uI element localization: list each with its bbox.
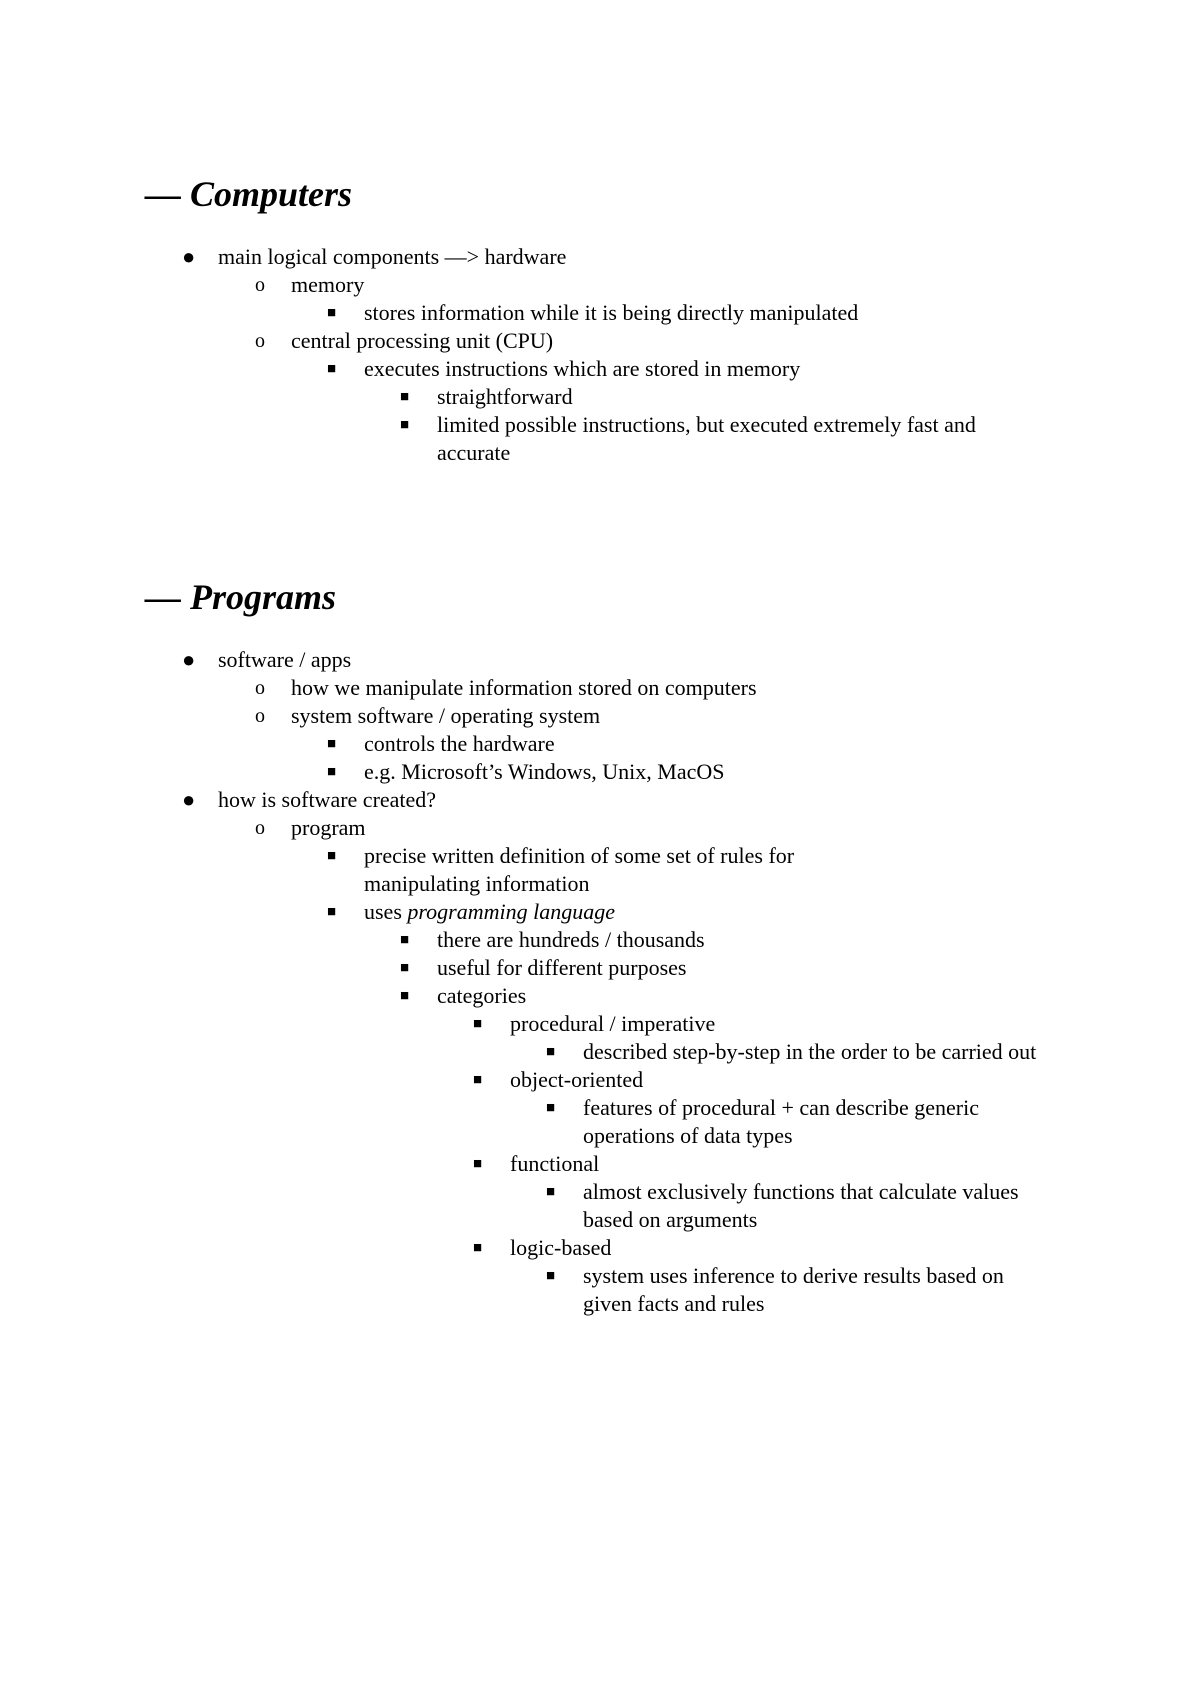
list-item <box>0 926 1200 954</box>
list-item <box>0 355 1200 383</box>
list-item-text <box>291 814 791 842</box>
section-programs <box>0 575 1200 1318</box>
list-item-text <box>218 786 718 814</box>
list-item-text <box>291 271 791 299</box>
list-item-plain-text: program <box>291 815 366 840</box>
heading-dash: — <box>145 577 181 617</box>
list-item <box>0 814 1200 842</box>
list-item-plain-text: useful for different purposes <box>437 955 687 980</box>
list-item-text <box>364 758 864 786</box>
list-item-plain-text: e.g. Microsoft’s Windows, Unix, MacOS <box>364 759 725 784</box>
list-item <box>0 1234 1200 1262</box>
list-item <box>0 1038 1200 1066</box>
list-item <box>0 411 1200 467</box>
list-item-text <box>437 954 1037 982</box>
list-item-text <box>364 898 864 926</box>
list-item-text <box>437 982 1037 1010</box>
bullet-list-programs <box>0 646 1200 1318</box>
list-item <box>0 898 1200 926</box>
bullet-marker: ● <box>182 787 196 812</box>
list-item-text <box>437 411 1037 467</box>
list-item-text <box>510 1010 1110 1038</box>
bullet-marker: ■ <box>327 848 337 864</box>
bullet-marker: ■ <box>400 988 410 1004</box>
list-item <box>0 1094 1200 1150</box>
list-item-plain-text: central processing unit (CPU) <box>291 328 554 353</box>
list-item-plain-text: there are hundreds / thousands <box>437 927 705 952</box>
bullet-marker: o <box>255 705 265 727</box>
bullet-list-computers <box>0 243 1200 467</box>
list-item <box>0 299 1200 327</box>
bullet-marker: ■ <box>400 389 410 405</box>
list-item <box>0 786 1200 814</box>
bullet-marker: ■ <box>327 736 337 752</box>
list-item-text <box>364 299 864 327</box>
list-item <box>0 758 1200 786</box>
list-item <box>0 1178 1200 1234</box>
bullet-marker: ■ <box>546 1184 556 1200</box>
list-item-text <box>291 674 791 702</box>
list-item <box>0 327 1200 355</box>
bullet-marker: ■ <box>327 305 337 321</box>
list-item-text <box>218 243 718 271</box>
list-item-text <box>583 1178 1053 1234</box>
list-item <box>0 730 1200 758</box>
section-computers <box>0 172 1200 467</box>
list-item <box>0 954 1200 982</box>
list-item-plain-text: logic-based <box>510 1235 612 1260</box>
list-item-plain-text: software / apps <box>218 647 352 672</box>
list-item <box>0 1066 1200 1094</box>
list-item-plain-text: system software / operating system <box>291 703 601 728</box>
heading-title: Computers <box>190 174 353 214</box>
bullet-marker: o <box>255 274 265 296</box>
list-item <box>0 1262 1200 1318</box>
bullet-marker: ■ <box>473 1072 483 1088</box>
list-item-text <box>510 1066 1110 1094</box>
list-item <box>0 243 1200 271</box>
bullet-marker: ■ <box>327 764 337 780</box>
bullet-marker: ■ <box>473 1156 483 1172</box>
list-item-plain-text: how is software created? <box>218 787 437 812</box>
bullet-marker: ● <box>182 647 196 672</box>
bullet-marker: ■ <box>400 960 410 976</box>
bullet-marker: ■ <box>400 417 410 433</box>
list-item <box>0 271 1200 299</box>
list-item <box>0 1150 1200 1178</box>
list-item-text <box>437 383 1037 411</box>
heading-title: Programs <box>190 577 337 617</box>
list-item-plain-text: system uses inference to derive results based on given facts and rules <box>583 1263 1004 1316</box>
bullet-marker: ■ <box>473 1240 483 1256</box>
heading-dash: — <box>145 174 181 214</box>
list-item <box>0 674 1200 702</box>
list-item-text <box>510 1150 1110 1178</box>
list-item <box>0 702 1200 730</box>
list-item-plain-text: controls the hardware <box>364 731 555 756</box>
list-item-plain-text: executes instructions which are stored in memory <box>364 356 801 381</box>
list-item-plain-text: object-oriented <box>510 1067 644 1092</box>
bullet-marker: o <box>255 677 265 699</box>
list-item-plain-text: limited possible instructions, but executed extremely fast and accurate <box>437 412 976 465</box>
list-item-plain-text: straightforward <box>437 384 573 409</box>
list-item-text <box>364 730 864 758</box>
list-item-text <box>291 702 791 730</box>
list-item-plain-text: categories <box>437 983 527 1008</box>
list-item-emphasis: programming language <box>407 899 615 924</box>
list-item-plain-text: functional <box>510 1151 600 1176</box>
list-item <box>0 646 1200 674</box>
list-item-plain-text: precise written definition of some set of rules for manipulating information <box>364 843 795 896</box>
list-item-plain-text: described step-by-step in the order to be carried out <box>583 1039 1037 1064</box>
section-heading-programs <box>0 575 1200 619</box>
bullet-marker: ■ <box>327 904 337 920</box>
list-item-text <box>291 327 791 355</box>
list-item <box>0 383 1200 411</box>
bullet-marker: o <box>255 817 265 839</box>
list-item <box>0 842 1200 898</box>
list-item-plain-text: uses <box>364 899 408 924</box>
list-item-plain-text: memory <box>291 272 365 297</box>
bullet-marker: ■ <box>546 1100 556 1116</box>
list-item-plain-text: main logical components —> hardware <box>218 244 567 269</box>
list-item <box>0 1010 1200 1038</box>
bullet-marker: ● <box>182 244 196 269</box>
list-item-plain-text: how we manipulate information stored on computers <box>291 675 757 700</box>
list-item-text <box>510 1234 1110 1262</box>
bullet-marker: ■ <box>327 361 337 377</box>
list-item-plain-text: almost exclusively functions that calculate values based on arguments <box>583 1179 1019 1232</box>
list-item-text <box>583 1262 1053 1318</box>
list-item <box>0 982 1200 1010</box>
list-item-text <box>364 842 864 898</box>
list-item-text <box>364 355 864 383</box>
list-item-plain-text: features of procedural + can describe generic operations of data types <box>583 1095 979 1148</box>
bullet-marker: ■ <box>473 1016 483 1032</box>
list-item-text <box>583 1038 1053 1066</box>
list-item-plain-text: stores information while it is being directly manipulated <box>364 300 859 325</box>
bullet-marker: ■ <box>546 1044 556 1060</box>
section-heading-computers <box>0 172 1200 216</box>
list-item-text <box>218 646 718 674</box>
bullet-marker: ■ <box>546 1268 556 1284</box>
list-item-text <box>437 926 1037 954</box>
bullet-marker: o <box>255 330 265 352</box>
bullet-marker: ■ <box>400 932 410 948</box>
list-item-plain-text: procedural / imperative <box>510 1011 716 1036</box>
list-item-text <box>583 1094 1053 1150</box>
